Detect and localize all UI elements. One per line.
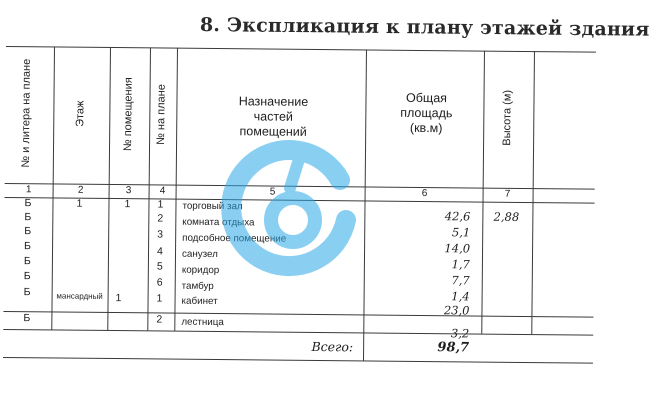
column-number: 6 [421, 187, 428, 200]
col-divider [174, 48, 178, 331]
cell-name: коридор [181, 264, 220, 277]
cell-plan: 2 [157, 212, 164, 225]
col-divider [531, 51, 535, 334]
cell-area: 1,4 [451, 289, 470, 304]
cell-plan: 1 [156, 292, 163, 305]
cell-plan: 4 [156, 245, 163, 258]
header-height: Высота (м) [501, 89, 514, 146]
cell-plan: 2 [156, 313, 163, 326]
cell-name: подсобное помещение [182, 232, 287, 245]
cell-litera: Б [23, 270, 31, 283]
cell-area: 42,6 [444, 209, 471, 224]
cell-litera: Б [23, 312, 31, 325]
cell-room: 1 [115, 292, 122, 305]
cell-name: санузел [181, 248, 218, 261]
col-divider [107, 47, 111, 330]
header-plan-number: № на плане [155, 84, 168, 145]
header-litera: № и литера на плане [19, 58, 33, 168]
header-room-number: № помещения [121, 77, 135, 152]
cell-plan: 6 [156, 276, 163, 289]
column-number: 5 [269, 186, 276, 198]
total-value: 98,7 [437, 340, 470, 356]
cell-name: комната отдыха [182, 216, 255, 229]
page-title: 8. Экспликация к плану этажей здания [199, 14, 650, 41]
cell-name: лестница [181, 316, 224, 329]
cell-floor: мансардный [56, 291, 103, 301]
cell-plan: 1 [157, 198, 164, 211]
col-divider [147, 47, 151, 330]
col-divider [481, 51, 485, 334]
total-label: Всего: [311, 338, 354, 355]
cell-area: 1,7 [451, 257, 470, 272]
column-number: 4 [159, 185, 166, 197]
header-floor: Этаж [74, 100, 87, 127]
cell-floor: 1 [76, 197, 83, 210]
cell-area: 7,7 [451, 273, 470, 288]
cell-litera: Б [23, 286, 31, 299]
cell-litera: Б [23, 255, 31, 268]
rows-bottom-line [3, 329, 593, 336]
cell-height: 2,88 [493, 209, 520, 224]
column-number: 3 [125, 185, 132, 197]
header-purpose: Назначение частей помещений [238, 94, 309, 139]
cell-area: 14,0 [444, 241, 471, 256]
cell-area: 23,0 [443, 303, 470, 318]
row-divider [3, 311, 593, 318]
column-number: 1 [25, 184, 32, 196]
cell-litera: Б [24, 240, 32, 253]
header-area: Общая площадь (кв.м) [400, 90, 453, 136]
column-number: 2 [77, 184, 84, 196]
cell-litera: Б [24, 197, 32, 210]
table-border-bottom [3, 357, 593, 364]
cell-room: 1 [124, 198, 131, 211]
cell-litera: Б [24, 225, 32, 238]
col-divider [51, 46, 55, 329]
cell-area: 3,2 [450, 326, 470, 341]
cell-plan: 3 [157, 228, 164, 241]
cell-plan: 5 [156, 260, 163, 273]
cell-name: тамбур [181, 280, 214, 293]
cell-name: торговый зал [182, 200, 243, 213]
logo-watermark-icon [218, 128, 368, 278]
column-number: 7 [504, 188, 511, 200]
cell-litera: Б [24, 211, 32, 224]
cell-name: кабинет [181, 295, 218, 308]
cell-area: 5,1 [451, 225, 471, 240]
